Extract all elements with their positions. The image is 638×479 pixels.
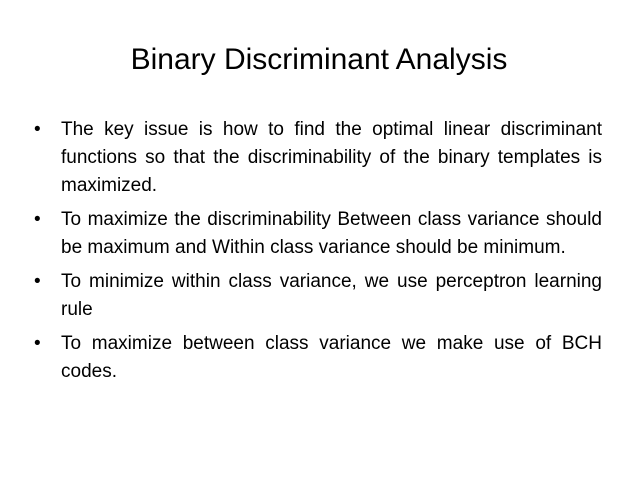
bullet-dot-icon: •	[34, 119, 41, 140]
bullet-text: To maximize the discriminability Between class variance should be maximum and Within class variance should be minimum.	[61, 209, 602, 258]
bullet-dot-icon: •	[34, 209, 41, 230]
slide-title: Binary Discriminant Analysis	[130, 43, 508, 76]
bullet-item	[34, 268, 602, 324]
bullet-item	[34, 206, 602, 262]
bullet-text: To minimize within class variance, we use perceptron learning rule	[61, 271, 602, 320]
bullet-item	[34, 330, 602, 386]
bullet-list	[34, 116, 602, 392]
bullet-dot-icon: •	[34, 271, 41, 292]
bullet-text: The key issue is how to find the optimal linear discriminant functions so that the discriminability of the binary templates is maximized.	[61, 119, 602, 196]
bullet-dot-icon: •	[34, 333, 41, 354]
bullet-item	[34, 116, 602, 200]
bullet-text: To maximize between class variance we make use of BCH codes.	[61, 333, 602, 382]
